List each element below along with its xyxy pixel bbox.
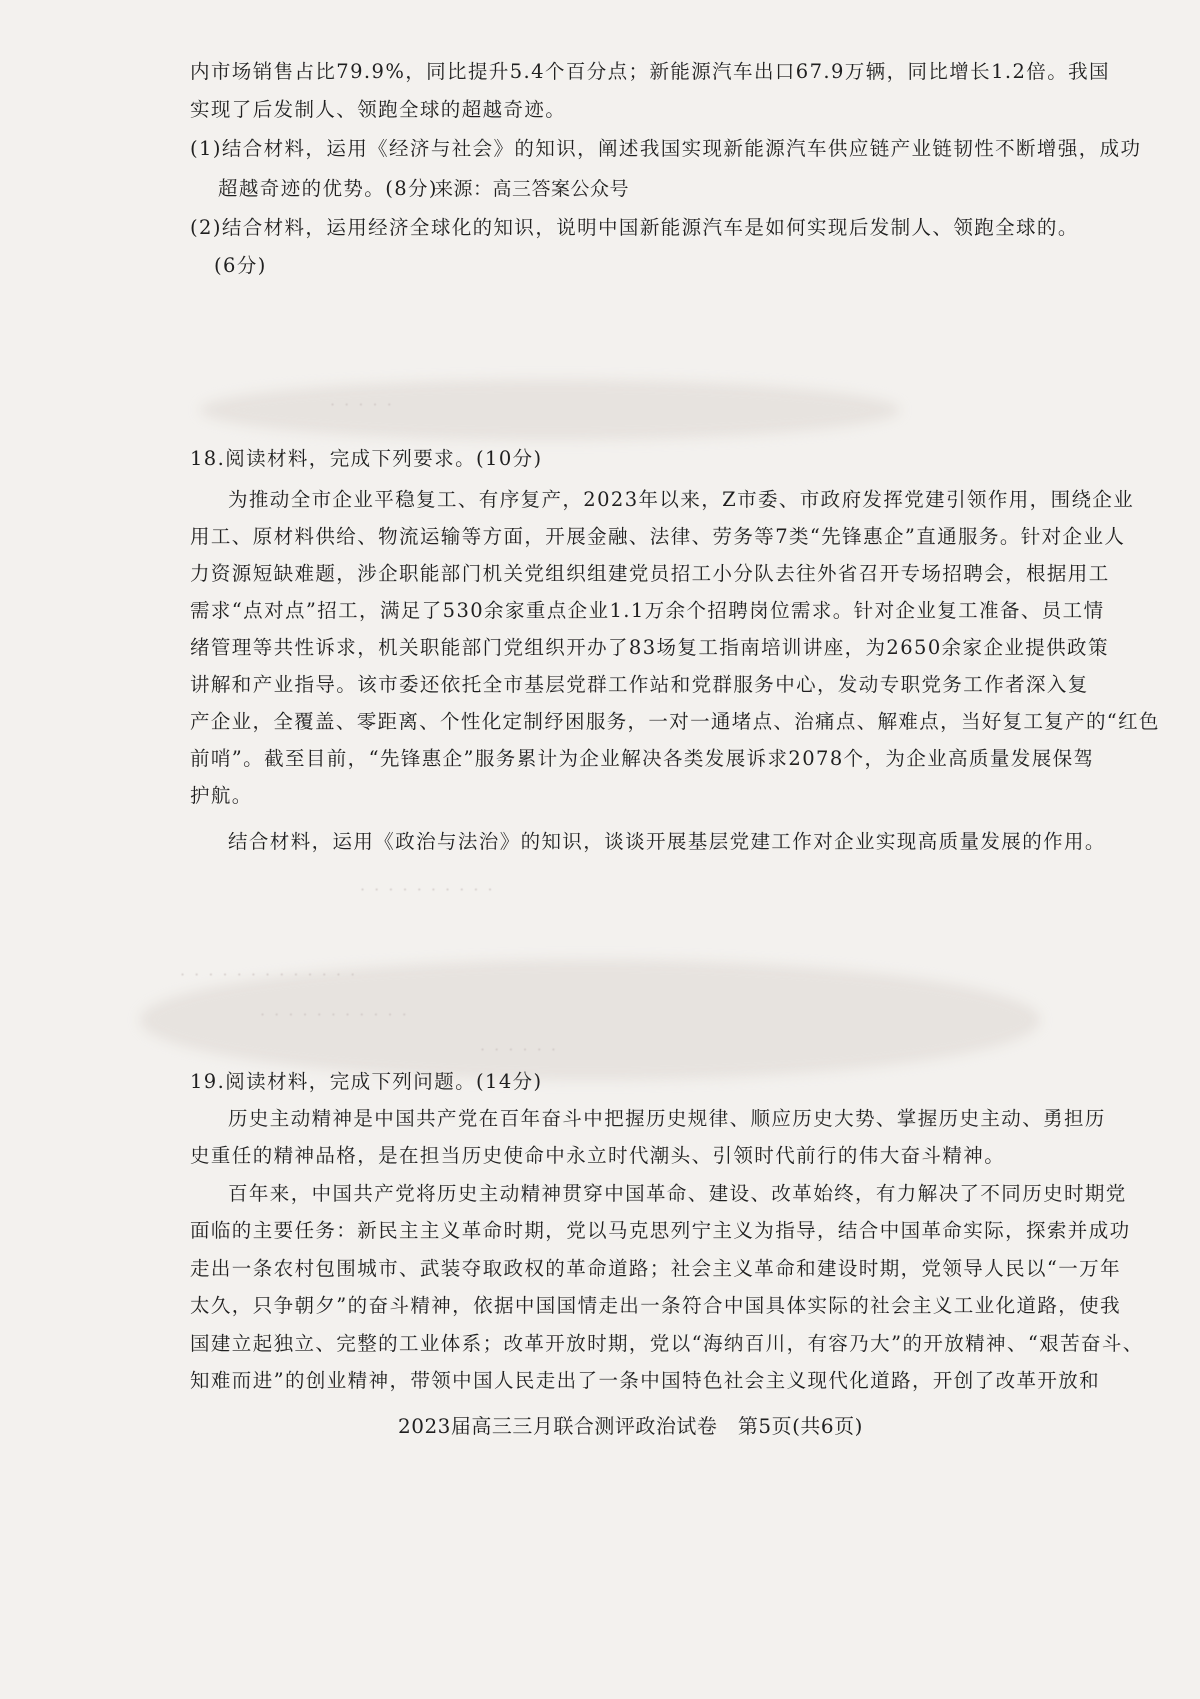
q18-task: 结合材料，运用《政治与法治》的知识，谈谈开展基层党建工作对企业实现高质量发展的作用。 xyxy=(228,830,1106,853)
q18-text-line: 用工、原材料供给、物流运输等方面，开展金融、法律、劳务等7类“先锋惠企”直通服务。针对企业人 xyxy=(190,525,1126,548)
q19-text-line: 走出一条农村包围城市、武装夺取政权的革命道路；社会主义革命和建设时期，党领导人民以“一万年 xyxy=(190,1257,1121,1280)
q18-text-line: 力资源短缺难题，涉企职能部门机关党组织组建党员招工小分队去往外省召开专场招聘会，根据用工 xyxy=(190,562,1110,585)
bleed-through-text: · · · · · · · · · · · · · xyxy=(180,965,358,984)
q19-text-line: 百年来，中国共产党将历史主动精神贯穿中国革命、建设、改革始终，有力解决了不同历史时期党 xyxy=(228,1182,1127,1205)
watermark-source: 来源：高三答案公众号 xyxy=(434,178,630,200)
q18-text-line: 前哨”。截至目前，“先锋惠企”服务累计为企业解决各类发展诉求2078个，为企业高质量发展保驾 xyxy=(190,747,1095,770)
q19-heading: 19.阅读材料，完成下列问题。(14分) xyxy=(190,1070,543,1093)
q19-text-line: 史重任的精神品格，是在担当历史使命中永立时代潮头、引领时代前行的伟大奋斗精神。 xyxy=(190,1144,1006,1167)
bleed-through-text: · · · · · xyxy=(330,395,394,414)
q18-text-line: 为推动全市企业平稳复工、有序复产，2023年以来，Z市委、市政府发挥党建引领作用，围绕企业 xyxy=(228,488,1135,511)
q17-subquestion-1-cont: 超越奇迹的优势。(8分) xyxy=(218,177,438,200)
bleed-through-text: · · · · · · · · · · · xyxy=(260,1005,409,1024)
q17-subquestion-2: (2)结合材料，运用经济全球化的知识，说明中国新能源汽车是如何实现后发制人、领跑全球的。 xyxy=(190,216,1079,239)
bleed-through-text: · · · · · · xyxy=(480,1040,558,1059)
q17-subquestion-2-score: (6分) xyxy=(214,254,267,277)
q19-text-line: 国建立起独立、完整的工业体系；改革开放时期，党以“海纳百川，有容乃大”的开放精神、“艰苦奋斗、 xyxy=(190,1332,1144,1355)
q17-subquestion-1: (1)结合材料，运用《经济与社会》的知识，阐述我国实现新能源汽车供应链产业链韧性不断增强，成功 xyxy=(190,137,1142,160)
q18-text-line: 护航。 xyxy=(190,784,253,807)
page-footer: 2023届高三三月联合测评政治试卷 第5页(共6页) xyxy=(398,1414,863,1438)
q18-text-line: 需求“点对点”招工，满足了530余家重点企业1.1万余个招聘岗位需求。针对企业复工准备、员工情 xyxy=(190,599,1105,622)
q17-text-line: 实现了后发制人、领跑全球的超越奇迹。 xyxy=(190,98,567,121)
q18-text-line: 绪管理等共性诉求，机关职能部门党组织开办了83场复工指南培训讲座，为2650余家企业提供政策 xyxy=(190,636,1109,659)
q18-text-line: 产企业，全覆盖、零距离、个性化定制纾困服务，一对一通堵点、治痛点、解难点，当好复工复产的“红色 xyxy=(190,710,1160,733)
q18-heading: 18.阅读材料，完成下列要求。(10分) xyxy=(190,447,543,470)
bleed-through-shade xyxy=(200,380,900,440)
bleed-through-text: · · · · · · · · · · xyxy=(360,880,495,899)
q19-text-line: 历史主动精神是中国共产党在百年奋斗中把握历史规律、顺应历史大势、掌握历史主动、勇担历 xyxy=(228,1107,1106,1130)
q19-text-line: 知难而进”的创业精神，带领中国人民走出了一条中国特色社会主义现代化道路，开创了改革开放和 xyxy=(190,1369,1101,1392)
q19-text-line: 面临的主要任务：新民主主义革命时期，党以马克思列宁主义为指导，结合中国革命实际，探索并成功 xyxy=(190,1219,1131,1242)
q19-text-line: 太久，只争朝夕”的奋斗精神，依据中国国情走出一条符合中国具体实际的社会主义工业化道路，使我 xyxy=(190,1294,1121,1317)
q18-text-line: 讲解和产业指导。该市委还依托全市基层党群工作站和党群服务中心，发动专职党务工作者深入复 xyxy=(190,673,1089,696)
q17-text-line: 内市场销售占比79.9%，同比提升5.4个百分点；新能源汽车出口67.9万辆，同比增长1.2倍。我国 xyxy=(190,60,1110,83)
